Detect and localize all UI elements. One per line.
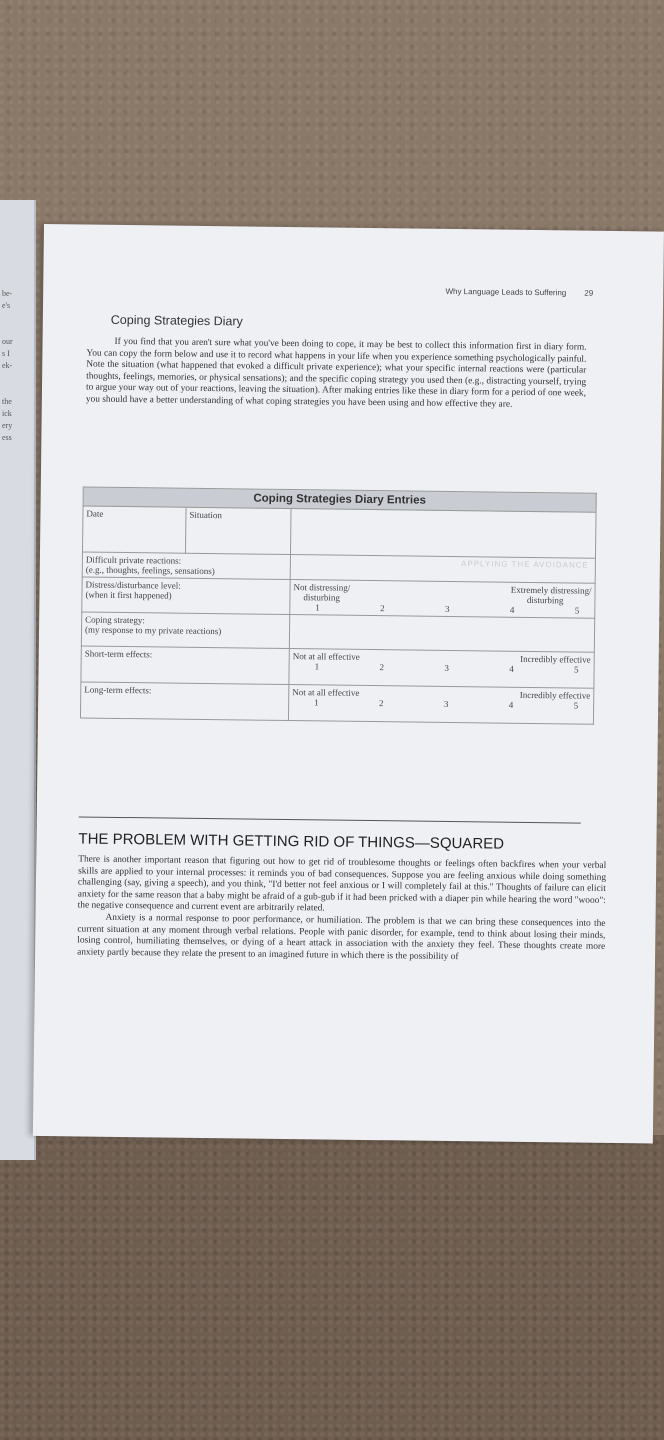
scale-number: 2 <box>379 662 385 673</box>
long-term-scale <box>288 685 593 725</box>
fragment: s I <box>2 349 10 358</box>
scale-number: 3 <box>443 698 449 709</box>
book-page <box>33 224 664 1144</box>
page-number: 29 <box>584 288 594 298</box>
running-head-title: Why Language Leads to Suffering <box>445 286 567 298</box>
coping-label: Coping strategy: <box>85 614 145 626</box>
date-label: Date <box>86 508 104 519</box>
fragment: our <box>2 337 13 346</box>
situation-entry <box>290 509 596 559</box>
fragment: ek- <box>2 361 13 370</box>
intro-paragraph: If you find that you aren't sure what you've been doing to cope, it may be best to collect this information first in diary form. You can copy the form below and use it to record what happens in your life when you experience something psychologically painful. Note the situation (what happened that evoked a difficult private experience); what your specific internal reactions were (particular thoughts, feelings, memories, or physical sensations); and the specific coping strategy you used then (e.g., distracting yourself, trying to argue your way out of your reactions, leaving the situation). After making entries like these in diary form for a period of one week, you should have a better understanding of what coping strategies you have been using and how effective they are. <box>85 336 587 410</box>
scale-number: 5 <box>574 664 579 675</box>
distress-low-label-2: disturbing <box>303 592 341 603</box>
scale-number: 1 <box>314 661 320 672</box>
body-text <box>77 854 606 965</box>
fragment: ick <box>2 409 12 418</box>
short-term-cell <box>81 646 289 685</box>
scale-number: 5 <box>573 700 579 711</box>
scale-number: 4 <box>509 663 514 674</box>
scale-number: 3 <box>444 662 449 673</box>
running-head <box>445 287 593 298</box>
situation-cell <box>185 507 291 554</box>
coping-entry <box>289 615 594 653</box>
coping-cell <box>81 612 289 649</box>
scale-number: 4 <box>509 604 515 615</box>
body-paragraph: Anxiety is a normal response to poor performance, or humiliation. The problem is that we can bring these consequences into the current situation at any moment through verbal relations. People with panic disorder, for example, tend to think about losing their minds, losing control, humiliating themselves, or dying of a heart attack in association with the anxiety they feel. These thoughts create more anxiety partly because they relate the present to an imagined future in which there is the possibility of <box>77 912 606 962</box>
scale-number: 5 <box>574 605 580 616</box>
scale-number: 3 <box>445 603 450 614</box>
distress-high-label: Extremely distressing/ <box>510 584 592 596</box>
section-title: Coping Strategies Diary <box>110 312 243 329</box>
distress-label: Distress/disturbance level: <box>85 579 181 591</box>
reactions-hint: (e.g., thoughts, feelings, sensations) <box>85 564 215 577</box>
fragment: ery <box>2 421 13 430</box>
effect-high-label: Incredibly effective <box>519 689 591 701</box>
situation-label: Situation <box>189 509 223 521</box>
effect-low-label: Not at all effective <box>292 651 360 662</box>
effect-high-label: Incredibly effective <box>520 653 591 665</box>
carpet-background <box>0 1135 664 1440</box>
show-through-text: APPLYING THE AVOIDANCE <box>461 559 589 570</box>
long-term-label: Long-term effects: <box>84 684 152 696</box>
distress-scale <box>290 580 595 619</box>
fragment: e's <box>2 301 11 310</box>
fragment: ess <box>2 433 12 442</box>
scale-number: 1 <box>315 602 320 613</box>
scale-number: 1 <box>314 697 319 708</box>
diary-table <box>80 486 597 724</box>
short-term-label: Short-term effects: <box>84 648 153 660</box>
distress-hint: (when it first happened) <box>85 589 172 601</box>
distress-low-label: Not distressing/ <box>293 582 351 593</box>
reactions-cell <box>82 552 290 580</box>
section-heading: THE PROBLEM WITH GETTING RID OF THINGS—SQUARED <box>78 830 505 853</box>
distress-cell <box>82 577 290 615</box>
diary-table-title: Coping Strategies Diary Entries <box>83 487 596 512</box>
fragment: the <box>2 397 12 406</box>
scale-number: 2 <box>380 603 385 614</box>
scale-number: 4 <box>508 699 514 710</box>
reactions-entry <box>290 555 595 584</box>
adjacent-page-edge <box>0 200 36 1160</box>
long-term-cell <box>80 682 288 721</box>
reactions-label: Difficult private reactions: <box>85 554 182 566</box>
section-divider <box>79 816 581 823</box>
coping-hint: (my response to my private reactions) <box>84 624 222 637</box>
date-cell <box>82 506 186 553</box>
scale-number: 2 <box>378 698 384 709</box>
fragment: be- <box>2 289 13 298</box>
short-term-scale <box>289 649 594 689</box>
distress-high-label-2: disturbing <box>526 594 564 606</box>
effect-low-label: Not at all effective <box>292 687 360 698</box>
body-paragraph: There is another important reason that figuring out how to get rid of troublesome thoughts or feelings often backfires when your verbal skills are applied to your internal processes: it reminds you of bad consequences. Suppose you are feeling anxious while doing something challenging (say, giving a speech), and you think, "I'd better not feel anxious or I will completely fail at this." Thoughts of failure can elicit anxiety for the same reason that a baby might be afraid of a gub-gub if it had been pricked with a diaper pin while hearing the word "wooo": the negative consequence and current event are arbitrarily related. <box>77 854 607 914</box>
